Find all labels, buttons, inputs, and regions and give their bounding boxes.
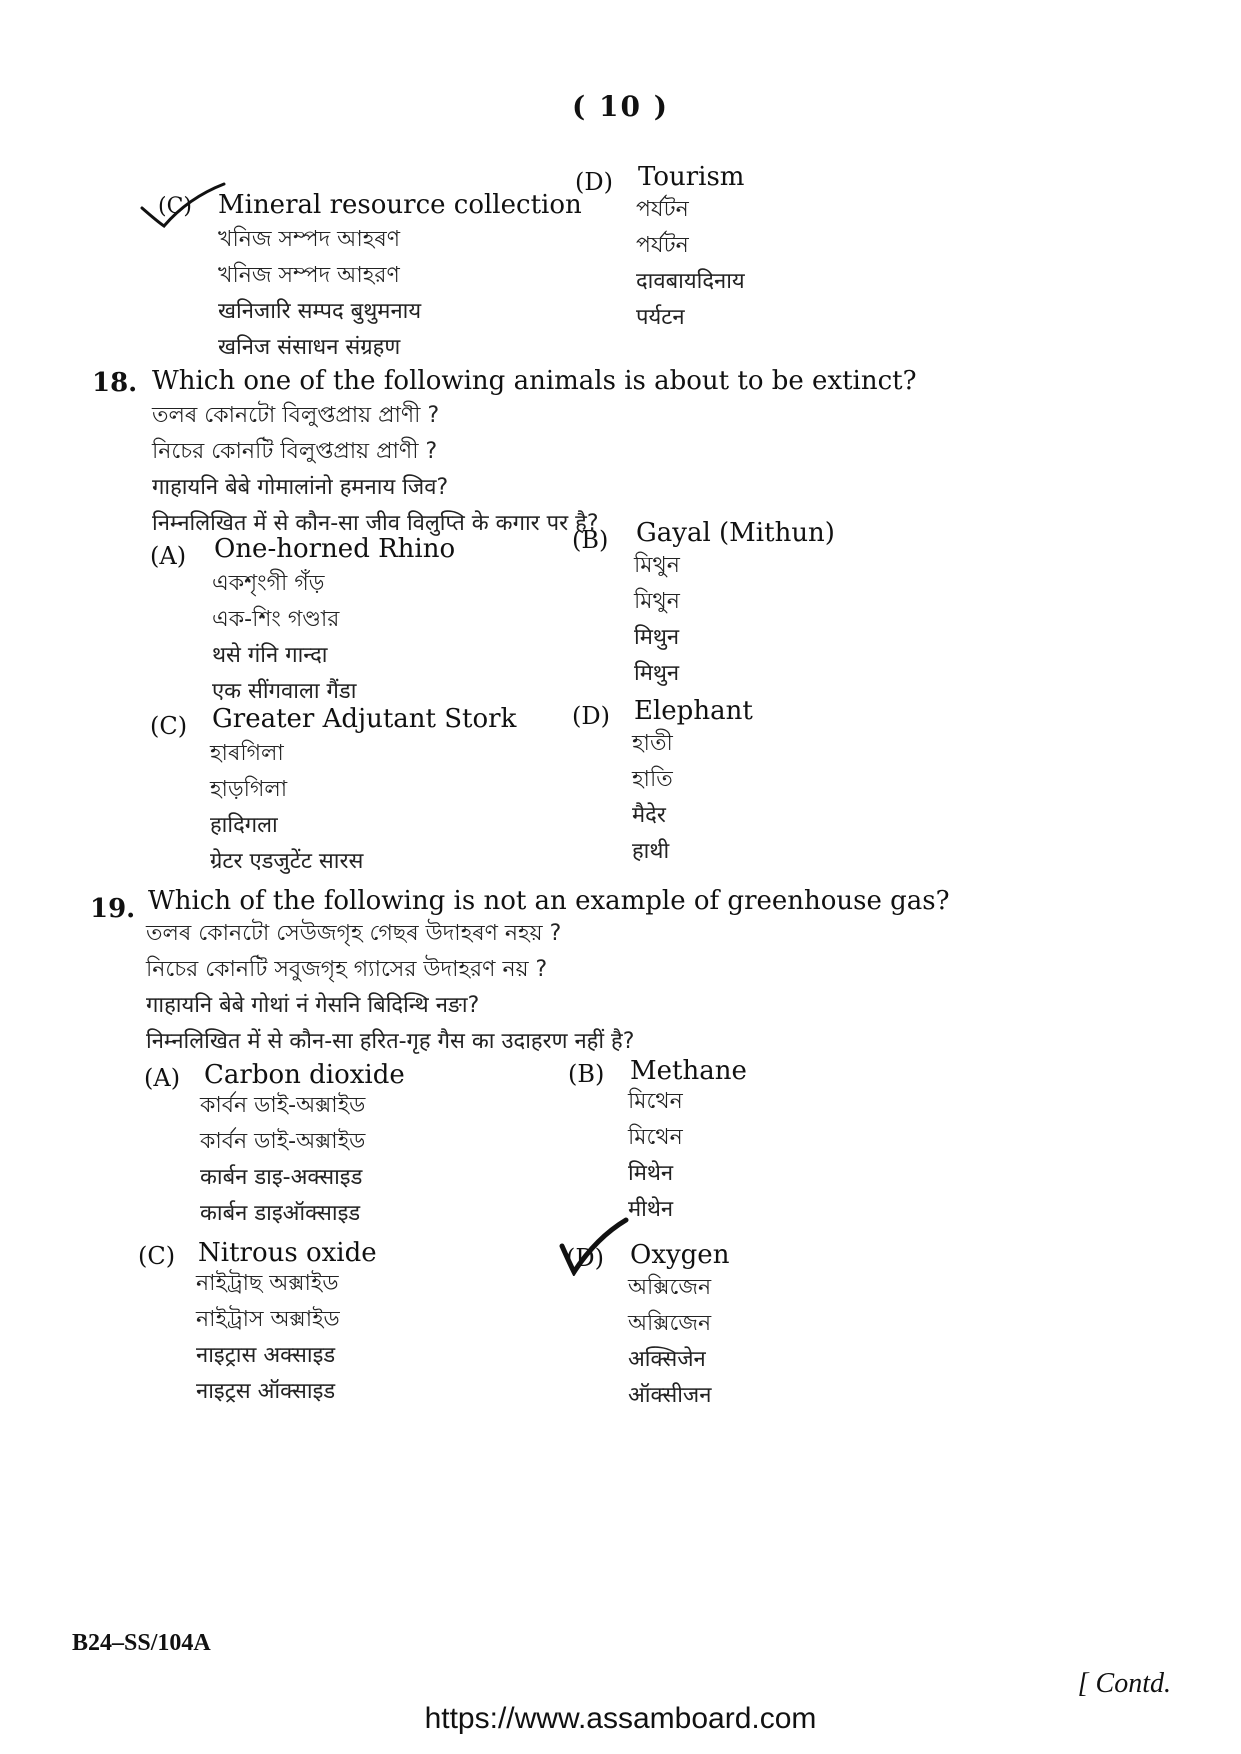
question-18-translations — [152, 398, 599, 542]
translation-line: हादिगला — [210, 813, 278, 838]
q18-option-d-label: (D) — [572, 702, 610, 730]
translation-line: এক-শিং গণ্ডার — [212, 607, 340, 632]
q19-option-a-label: (A) — [144, 1064, 181, 1092]
option-c-label: (C) — [158, 194, 192, 219]
q19-option-d-label: (D) — [566, 1244, 604, 1272]
q18-option-b-text: Gayal (Mithun) — [636, 518, 835, 548]
translation-line: একশৃংগী গঁড় — [212, 571, 325, 596]
q18-option-c-translations — [210, 736, 363, 880]
translation-line: পৰ্যটন — [636, 197, 689, 222]
question-18-text: Which one of the following animals is about to be extinct? — [152, 366, 917, 396]
question-18-number: 18. — [92, 368, 138, 398]
translation-line: মিথেন — [628, 1125, 683, 1150]
translation-line: निम्नलिखित में से कौन-सा जीव विलुप्ति के कगार पर है? — [152, 511, 599, 536]
translation-line: कार्बन डाइऑक्साइड — [200, 1201, 361, 1226]
translation-line: खनिज संसाधन संग्रहण — [218, 335, 401, 360]
translation-line: মিথুন — [634, 553, 680, 578]
q19-option-a-text: Carbon dioxide — [204, 1060, 405, 1090]
option-c-text: Mineral resource collection — [218, 190, 582, 220]
translation-line: थसे गंनि गान्दा — [212, 643, 328, 668]
paper-code: B24–SS/104A — [72, 1630, 211, 1656]
translation-line: খনিজ সম্পদ আহরণ — [218, 263, 400, 288]
question-19-text: Which of the following is not an example of greenhouse gas? — [148, 886, 950, 916]
q18-option-a-label: (A) — [150, 542, 187, 570]
translation-line: তলৰ কোনটো বিলুপ্তপ্ৰায় প্ৰাণী ? — [152, 403, 440, 428]
translation-line: খনিজ সম্পদ আহৰণ — [218, 227, 401, 252]
q19-option-b-text: Methane — [630, 1056, 747, 1086]
q18-option-c-label: (C) — [150, 712, 188, 740]
translation-line: मीथेन — [628, 1197, 674, 1222]
translation-line: ग्रेटर एडजुटेंट सारस — [210, 849, 364, 874]
translation-line: मैदेर — [632, 803, 666, 828]
translation-line: दावबायदिनाय — [636, 269, 745, 294]
q18-option-d-text: Elephant — [634, 696, 753, 726]
translation-line: नाइट्रास अक्साइड — [196, 1343, 336, 1368]
translation-line: পর্যটন — [636, 233, 689, 258]
page-number: ( 10 ) — [572, 90, 669, 123]
q18-option-a-text: One-horned Rhino — [214, 534, 456, 564]
translation-line: अक्सिजेन — [628, 1347, 706, 1372]
translation-line: নিচের কোনটি সবুজগৃহ গ্যাসের উদাহরণ নয় ? — [146, 957, 548, 982]
q18-option-c-text: Greater Adjutant Stork — [212, 704, 517, 734]
translation-line: पर्यटन — [636, 305, 685, 330]
translation-line: মিথুন — [634, 589, 680, 614]
option-d-translations — [636, 192, 745, 336]
option-d-label: (D) — [575, 168, 613, 196]
translation-line: एक सींगवाला गैंडा — [212, 679, 357, 704]
translation-line: कार्बन डाइ-अक्साइड — [200, 1165, 363, 1190]
translation-line: মিথেন — [628, 1089, 683, 1114]
translation-line: गाहायनि बेबे गोथां नं गेसनि बिदिन्थि नङा? — [146, 993, 480, 1018]
q19-option-c-text: Nitrous oxide — [198, 1238, 377, 1268]
continued-marker: [ Contd. — [1077, 1668, 1171, 1699]
translation-line: হাতী — [632, 731, 673, 756]
translation-line: हाथी — [632, 839, 670, 864]
translation-line: गाहायनि बेबे गोमालांनो हमनाय जिव? — [152, 475, 449, 500]
translation-line: मिथुन — [634, 625, 680, 650]
q19-option-d-translations — [628, 1270, 711, 1414]
translation-line: নাইট্রাস অক্সাইড — [196, 1307, 340, 1332]
translation-line: मिथुन — [634, 661, 680, 686]
q19-option-b-label: (B) — [568, 1060, 605, 1088]
translation-line: ऑक्सीजन — [628, 1383, 712, 1408]
translation-line: হাতি — [632, 767, 673, 792]
q19-option-c-label: (C) — [138, 1242, 176, 1270]
q18-option-b-label: (B) — [572, 526, 609, 554]
q19-option-c-translations — [196, 1266, 340, 1410]
translation-line: হাড়গিলা — [210, 777, 288, 802]
translation-line: অক্সিজেন — [628, 1275, 712, 1300]
q19-option-b-translations — [628, 1084, 683, 1228]
q18-option-b-translations — [634, 548, 680, 692]
translation-line: निम्नलिखित में से कौन-सा हरित-गृह गैस का उदाहरण नहीं है? — [146, 1029, 635, 1054]
question-19-number: 19. — [90, 894, 136, 924]
translation-line: नाइट्रस ऑक्साइड — [196, 1379, 336, 1404]
translation-line: নাইট্ৰাছ অক্সাইড — [196, 1271, 339, 1296]
translation-line: তলৰ কোনটো সেউজগৃহ গেছৰ উদাহৰণ নহয় ? — [146, 921, 562, 946]
q18-option-a-translations — [212, 566, 356, 710]
translation-line: मिथेन — [628, 1161, 674, 1186]
translation-line: खनिजारि सम्पद बुथुमनाय — [218, 299, 422, 324]
source-url[interactable]: https://www.assamboard.com — [424, 1702, 817, 1735]
translation-line: অক্সিজেন — [628, 1311, 712, 1336]
translation-line: কাৰ্বন ডাই-অক্সাইড — [200, 1093, 366, 1118]
q19-option-d-text: Oxygen — [630, 1240, 730, 1270]
question-19-translations — [146, 916, 634, 1060]
q18-option-d-translations — [632, 726, 673, 870]
q19-option-a-translations — [200, 1088, 365, 1232]
translation-line: কার্বন ডাই-অক্সাইড — [200, 1129, 366, 1154]
translation-line: নিচের কোনটি বিলুপ্তপ্রায় প্রাণী ? — [152, 439, 438, 464]
translation-line: হাৰগিলা — [210, 741, 284, 766]
option-d-text: Tourism — [638, 162, 745, 192]
option-c-translations — [218, 222, 421, 366]
